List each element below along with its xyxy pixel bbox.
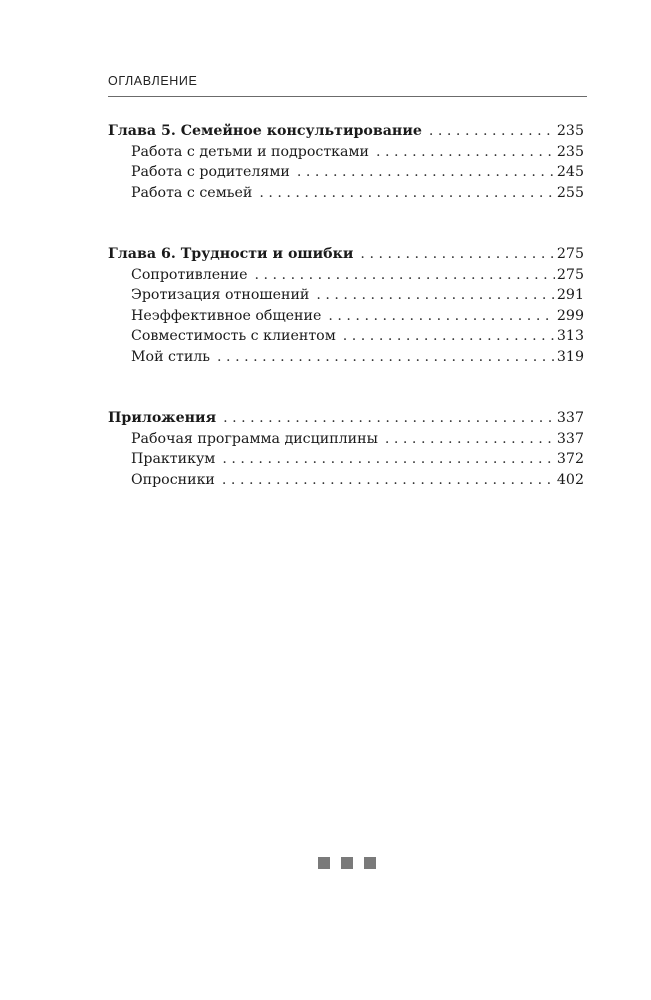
toc-entry-title: Работа с родителями bbox=[131, 164, 290, 180]
toc-section-appendices bbox=[108, 408, 584, 490]
dot-leader bbox=[223, 408, 555, 429]
dot-leader bbox=[222, 470, 555, 491]
toc-section-chapter-5 bbox=[108, 121, 584, 203]
toc-entry-title: Совместимость с клиентом bbox=[131, 328, 336, 344]
toc-section-chapter-6 bbox=[108, 244, 584, 367]
toc-entry-page: 245 bbox=[556, 164, 584, 180]
toc-entry-title: Сопротивление bbox=[131, 266, 248, 283]
toc-entry-title: Опросники bbox=[131, 471, 215, 488]
toc-subentry[interactable] bbox=[108, 265, 584, 286]
dot-leader bbox=[360, 244, 554, 265]
toc-entry-page: 235 bbox=[556, 123, 584, 139]
toc-subentry[interactable] bbox=[108, 429, 584, 450]
toc-entry-title: Работа с детьми и подростками bbox=[131, 143, 370, 160]
toc-chapter-entry[interactable] bbox=[108, 408, 584, 429]
dot-leader bbox=[297, 162, 555, 183]
ornament-square-icon bbox=[318, 857, 330, 869]
header-divider bbox=[108, 96, 587, 97]
dot-leader bbox=[376, 142, 555, 163]
dot-leader bbox=[217, 347, 555, 368]
toc-entry-title: Неэффективное общение bbox=[131, 307, 322, 324]
dot-leader bbox=[328, 306, 555, 327]
dot-leader bbox=[316, 285, 555, 306]
ornament-square-icon bbox=[364, 857, 376, 869]
toc-entry-page: 337 bbox=[556, 430, 584, 447]
three-square-ornament-icon bbox=[318, 857, 376, 869]
toc-chapter-entry[interactable] bbox=[108, 244, 584, 265]
toc-entry-title: Эротизация отношений bbox=[131, 287, 310, 303]
toc-entry-title: Работа с семьей bbox=[131, 184, 253, 201]
toc-subentry[interactable] bbox=[108, 306, 584, 327]
toc-entry-page: 313 bbox=[556, 328, 584, 344]
toc-entry-title: Рабочая программа дисциплины bbox=[131, 430, 378, 447]
toc-chapter-entry[interactable] bbox=[108, 121, 584, 142]
toc-subentry[interactable] bbox=[108, 326, 584, 347]
toc-entry-title: Практикум bbox=[131, 451, 216, 467]
toc-entry-page: 275 bbox=[556, 246, 584, 262]
toc-entry-page: 372 bbox=[556, 451, 584, 467]
toc-entry-title: Глава 6. Трудности и ошибки bbox=[108, 246, 354, 262]
table-of-contents bbox=[108, 121, 584, 490]
toc-entry-page: 235 bbox=[556, 143, 584, 160]
toc-entry-page: 299 bbox=[556, 307, 584, 324]
toc-entry-title: Мой стиль bbox=[131, 348, 211, 365]
running-head: ОГЛАВЛЕНИЕ bbox=[108, 74, 198, 88]
toc-subentry[interactable] bbox=[108, 347, 584, 368]
toc-entry-page: 402 bbox=[556, 471, 584, 488]
dot-leader bbox=[429, 121, 555, 142]
toc-subentry[interactable] bbox=[108, 162, 584, 183]
toc-entry-page: 319 bbox=[556, 348, 584, 365]
toc-subentry[interactable] bbox=[108, 470, 584, 491]
dot-leader bbox=[259, 183, 555, 204]
ornament-square-icon bbox=[341, 857, 353, 869]
toc-subentry[interactable] bbox=[108, 183, 584, 204]
toc-entry-page: 337 bbox=[556, 410, 584, 426]
dot-leader bbox=[222, 449, 555, 470]
toc-subentry[interactable] bbox=[108, 449, 584, 470]
toc-entry-page: 255 bbox=[556, 184, 584, 201]
toc-entry-title: Приложения bbox=[108, 410, 217, 426]
toc-subentry[interactable] bbox=[108, 285, 584, 306]
toc-subentry[interactable] bbox=[108, 142, 584, 163]
dot-leader bbox=[385, 429, 555, 450]
dot-leader bbox=[343, 326, 555, 347]
toc-entry-page: 275 bbox=[556, 266, 584, 283]
toc-entry-page: 291 bbox=[556, 287, 584, 303]
dot-leader bbox=[255, 265, 555, 286]
toc-entry-title: Глава 5. Семейное консультирование bbox=[108, 123, 422, 139]
